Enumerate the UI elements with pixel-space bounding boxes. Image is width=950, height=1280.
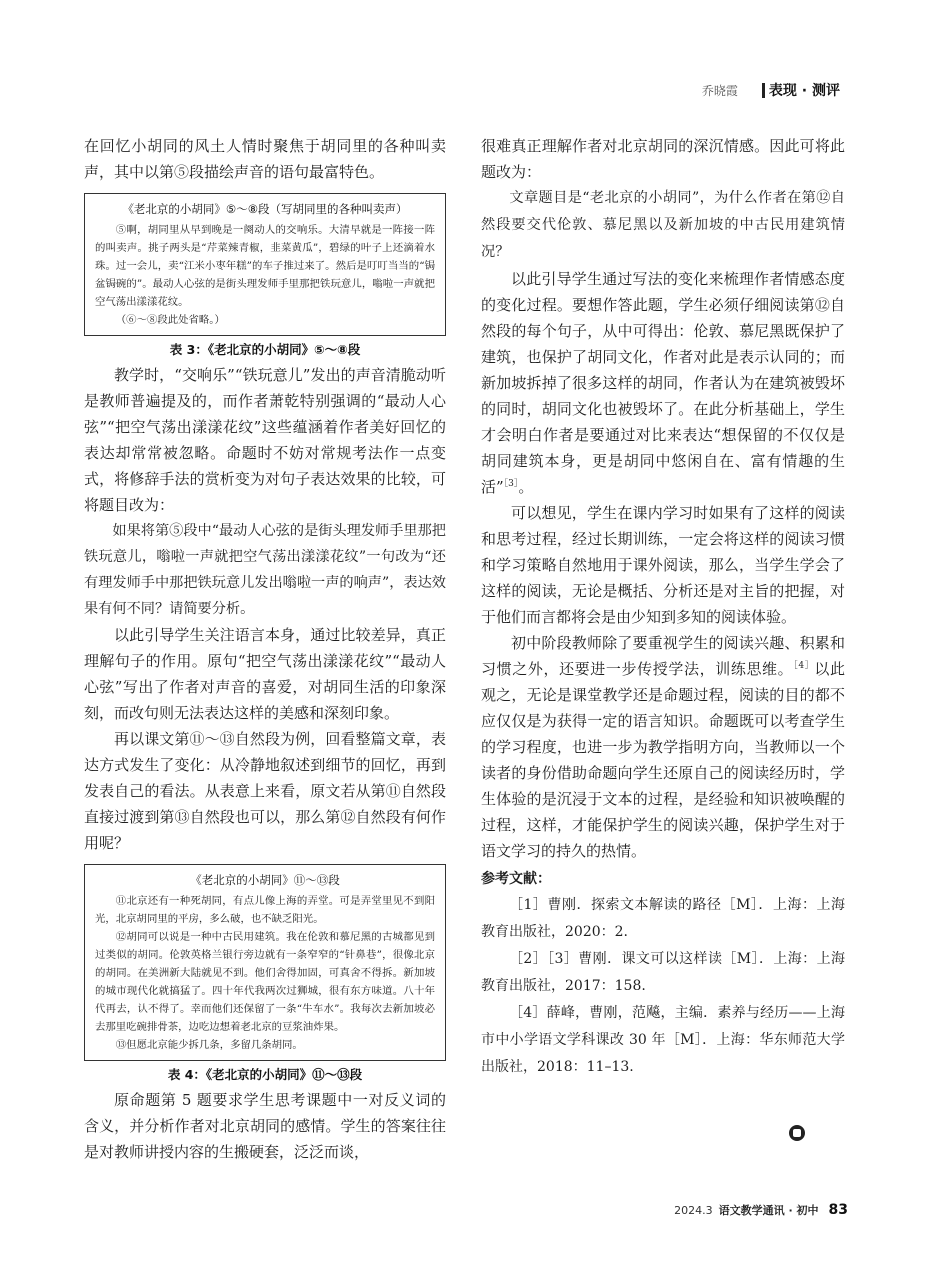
header-divider xyxy=(762,83,765,98)
paragraph: 原命题第 5 题要求学生思考课题中一对反义词的含义，并分析作者对北京胡同的感情。学生的答案往往是对教师讲授内容的生搬硬套，泛泛而谈， xyxy=(84,1091,446,1161)
paragraph-text: 。 xyxy=(518,478,534,496)
left-column xyxy=(84,133,446,1165)
footer-issue: 2024.3 xyxy=(674,1204,713,1217)
page-number: 83 xyxy=(828,1202,848,1218)
paragraph xyxy=(481,630,845,864)
excerpt-title: 《老北京的小胡同》⑤～⑧段（写胡同里的各种叫卖声） xyxy=(122,202,408,216)
excerpt-text: ⑪北京还有一种死胡同，有点儿像上海的弄堂。可是弄堂里见不到阳光，北京胡同里的平房，多么破，也不缺乏阳光。 xyxy=(95,895,435,925)
references-heading: 参考文献： xyxy=(481,871,551,887)
excerpt-text: ⑤啊，胡同里从早到晚是一阕动人的交响乐。大清早就是一阵接一阵的叫卖声。挑子两头是“芹菜辣青椒，韭菜黄瓜”，碧绿的叶子上还滴着水珠。过一会儿，卖“江米小枣年糕”的车子推过来了。然后是叮叮当当的“锔盆锔碗的”。最动人心弦的是街头理发师手里那把铁玩意儿，嗡啦一声就把空气荡出漾漾花纹。 xyxy=(95,224,435,308)
paragraph-text: 初中阶段教师除了要重视学生的阅读兴趣、积累和习惯之外，还要进一步传授学法，训练思维。 xyxy=(481,634,845,678)
paragraph: 教学时，“交响乐”“铁玩意儿”发出的声音清脆动听是教师普遍提及的，而作者萧乾特别强调的“最动人心弦”“把空气荡出漾漾花纹”这些蕴涵着作者美好回忆的表达却常常被忽略。命题时不妨对常规考法作一点变式，将修辞手法的赏析变为对句子表达效果的比较，可将题目改为： xyxy=(84,366,446,514)
paragraph: 很难真正理解作者对北京胡同的深沉情感。因此可将此题改为： xyxy=(481,137,845,181)
paragraph xyxy=(481,266,845,500)
paragraph: 可以想见，学生在课内学习时如果有了这样的阅读和思考过程，经过长期训练，一定会将这样的阅读习惯和学习策略自然地用于课外阅读，那么，当学生学会了这样的阅读，无论是概括、分析还是对主旨的把握，对于他们而言都将会是由少知到多知的阅读体验。 xyxy=(481,504,845,626)
table-caption: 表 3：《老北京的小胡同》⑤～⑧段 xyxy=(169,342,361,357)
excerpt-text: ⑫胡同可以说是一种中古民用建筑。我在伦敦和慕尼黑的古城都见到过类似的胡同。伦敦英格兰银行旁边就有一条窄窄的“针鼻巷”，很像北京的胡同。在美洲新大陆就见不到。他们舍得加固，可真舍不得拆。新加坡的城市现代化就搞猛了。四十年代我两次过狮城，很有东方味道。八十年代再去，认不得了。幸而他们还保留了一条“牛车水”。我每次去新加坡必去那里吃碗排骨茶，边吃边想着老北京的豆浆油炸果。 xyxy=(95,931,435,1033)
citation-3: ［3］ xyxy=(503,479,519,489)
excerpt-box-table4 xyxy=(84,864,446,1061)
header-section: 表现 · 测评 xyxy=(768,83,840,99)
paragraph-text: 以此引导学生通过写法的变化来梳理作者情感态度的变化过程。要想作答此题，学生必须仔细阅读第⑫自然段的每个句子，从中可得出：伦敦、慕尼黑既保护了建筑，也保护了胡同文化，作者对此是表示认同的；而新加坡拆掉了很多这样的胡同，作者认为在建筑被毁坏的同时，胡同文化也被毁坏了。在此分析基础上，学生才会明白作者是要通过对比来表达“想保留的不仅仅是胡同建筑本身，更是胡同中悠闲自在、富有情趣的生活” xyxy=(481,270,845,496)
excerpt-note: （⑥～⑧段此处省略。） xyxy=(115,314,225,326)
citation-4: ［4］ xyxy=(793,661,815,671)
excerpt-box-table3 xyxy=(84,193,446,336)
end-mark-icon xyxy=(789,1125,805,1141)
page-footer xyxy=(674,1202,848,1218)
running-header xyxy=(702,80,840,100)
question-block: 文章题目是“老北京的小胡同”，为什么作者在第⑫自然段要交代伦敦、慕尼黑以及新加坡的中古民用建筑情况？ xyxy=(481,190,845,260)
footer-journal: 语文教学通讯 · 初中 xyxy=(718,1204,819,1217)
question-block: 如果将第⑤段中“最动人心弦的是街头理发师手里那把铁玩意儿，嗡啦一声就把空气荡出漾漾花纹”一句改为“还有理发师手中那把铁玩意儿发出嗡啦一声的响声”，表达效果有何不同？请简要分析。 xyxy=(84,523,446,617)
paragraph: 再以课文第⑪～⑬自然段为例，回看整篇文章，表达方式发生了变化：从冷静地叙述到细节的回忆，再到发表自己的看法。从表意上来看，原文若从第⑪自然段直接过渡到第⑬自然段也可以，那么第⑫自然段有何作用呢？ xyxy=(84,730,446,852)
paragraph: 以此引导学生关注语言本身，通过比较差异，真正理解句子的作用。原句“把空气荡出漾漾花纹”“最动人心弦”写出了作者对声音的喜爱，对胡同生活的印象深刻，而改句则无法表达这样的美感和深刻印象。 xyxy=(84,626,446,722)
header-author: 乔晓霞 xyxy=(701,83,738,98)
paragraph-text: 以此观之，无论是课堂教学还是命题过程，阅读的目的都不应仅仅是为获得一定的语言知识。命题既可以考查学生的学习程度，也进一步为教学指明方向，当教师以一个读者的身份借助命题向学生还原自己的阅读经历时，学生体验的是沉浸于文本的过程，是经验和知识被唤醒的过程，这样，才能保护学生的阅读兴趣，保护学生对于语文学习的持久的热情。 xyxy=(481,660,845,860)
reference-item: ［2］［3］曹刚．课文可以这样读［M］．上海：上海教育出版社，2017：158. xyxy=(481,951,845,994)
reference-item: ［1］曹刚．探索文本解读的路径［M］．上海：上海教育出版社，2020：2. xyxy=(481,897,845,940)
excerpt-text: ⑬但愿北京能少拆几条，多留几条胡同。 xyxy=(115,1039,303,1051)
paragraph: 在回忆小胡同的风土人情时聚焦于胡同里的各种叫卖声，其中以第⑤段描绘声音的语句最富特色。 xyxy=(84,137,446,181)
table-caption: 表 4：《老北京的小胡同》⑪～⑬段 xyxy=(167,1067,363,1082)
right-column xyxy=(481,133,845,1081)
reference-item: ［4］薛峰，曹刚，范飚，主编．素养与经历——上海市中小学语文学科课改 30 年［M］．上海：华东师范大学出版社，2018：11–13. xyxy=(481,1005,845,1075)
excerpt-title: 《老北京的小胡同》⑪～⑬段 xyxy=(190,873,340,887)
